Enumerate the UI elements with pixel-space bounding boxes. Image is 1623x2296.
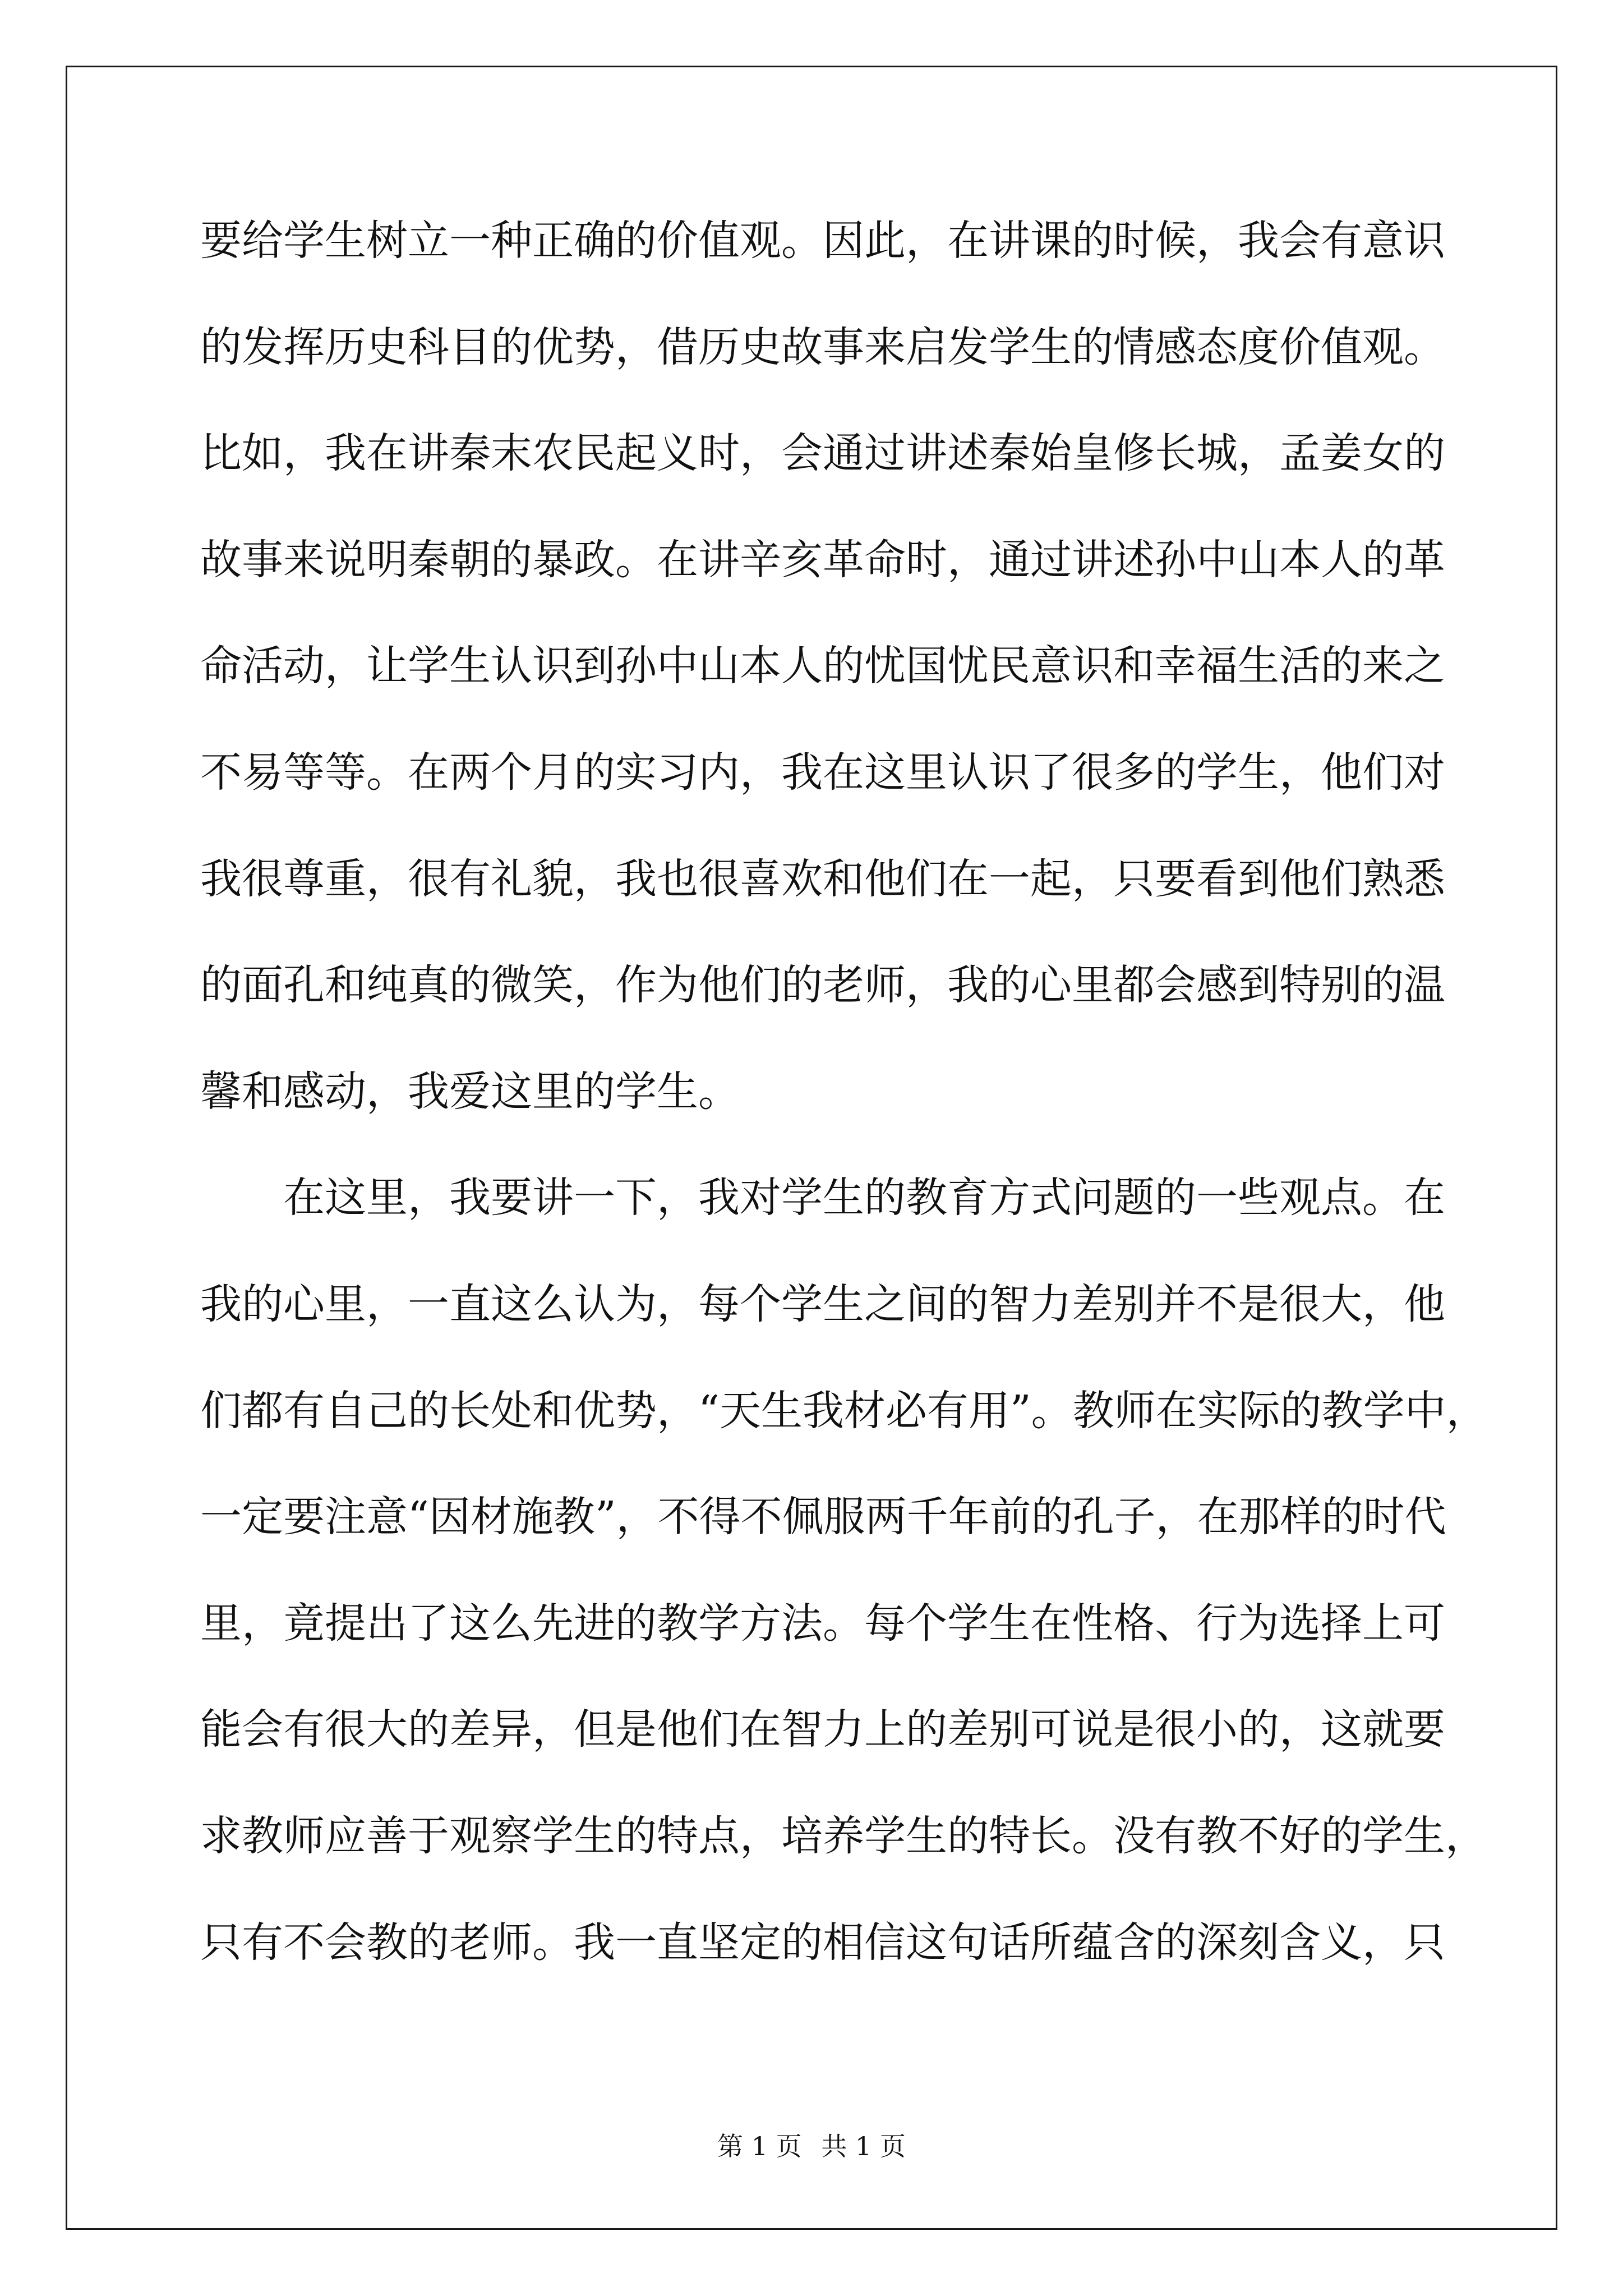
text-line: 求教师应善于观察学生的特点，培养学生的特长。没有教不好的学生， — [200, 1811, 1487, 1860]
page-number: 第 1 页 — [717, 2131, 802, 2161]
text-line: 能会有很大的差异，但是他们在智力上的差别可说是很小的，这就要 — [200, 1705, 1445, 1754]
paragraph-start-line: 在这里，我要讲一下，我对学生的教育方式问题的一些观点。在 — [283, 1174, 1445, 1222]
text-line: 不易等等。在两个月的实习内，我在这里认识了很多的学生，他们对 — [200, 748, 1445, 797]
text-line: 的面孔和纯真的微笑，作为他们的老师，我的心里都会感到特别的温 — [200, 961, 1445, 1010]
text-line: 我的心里，一直这么认为，每个学生之间的智力差别并不是很大，他 — [200, 1280, 1445, 1328]
page-footer — [0, 2126, 1623, 2163]
text-line: 故事来说明秦朝的暴政。在讲辛亥革命时，通过讲述孙中山本人的革 — [200, 535, 1445, 584]
text-line: 馨和感动，我爱这里的学生。 — [200, 1067, 740, 1116]
text-line: 要给学生树立一种正确的价值观。因此，在讲课的时候，我会有意识 — [200, 217, 1445, 265]
text-line: 一定要注意“因材施教”，不得不佩服两千年前的孔子，在那样的时代 — [200, 1493, 1446, 1542]
text-line: 只有不会教的老师。我一直坚定的相信这句话所蕴含的深刻含义，只 — [200, 1918, 1445, 1967]
document-body — [200, 215, 1488, 2023]
page-total: 共 1 页 — [821, 2131, 906, 2161]
text-line: 我很尊重，很有礼貌，我也很喜欢和他们在一起，只要看到他们熟悉 — [200, 854, 1445, 903]
text-line: 里，竟提出了这么先进的教学方法。每个学生在性格、行为选择上可 — [200, 1599, 1445, 1648]
text-line: 比如，我在讲秦末农民起义时，会通过讲述秦始皇修长城，孟姜女的 — [200, 429, 1445, 478]
text-line: 们都有自己的长处和优势，“天生我材必有用”。教师在实际的教学中， — [200, 1386, 1488, 1435]
text-line: 命活动，让学生认识到孙中山本人的忧国忧民意识和幸福生活的来之 — [200, 642, 1445, 691]
text-line: 的发挥历史科目的优势，借历史故事来启发学生的情感态度价值观。 — [200, 323, 1445, 371]
